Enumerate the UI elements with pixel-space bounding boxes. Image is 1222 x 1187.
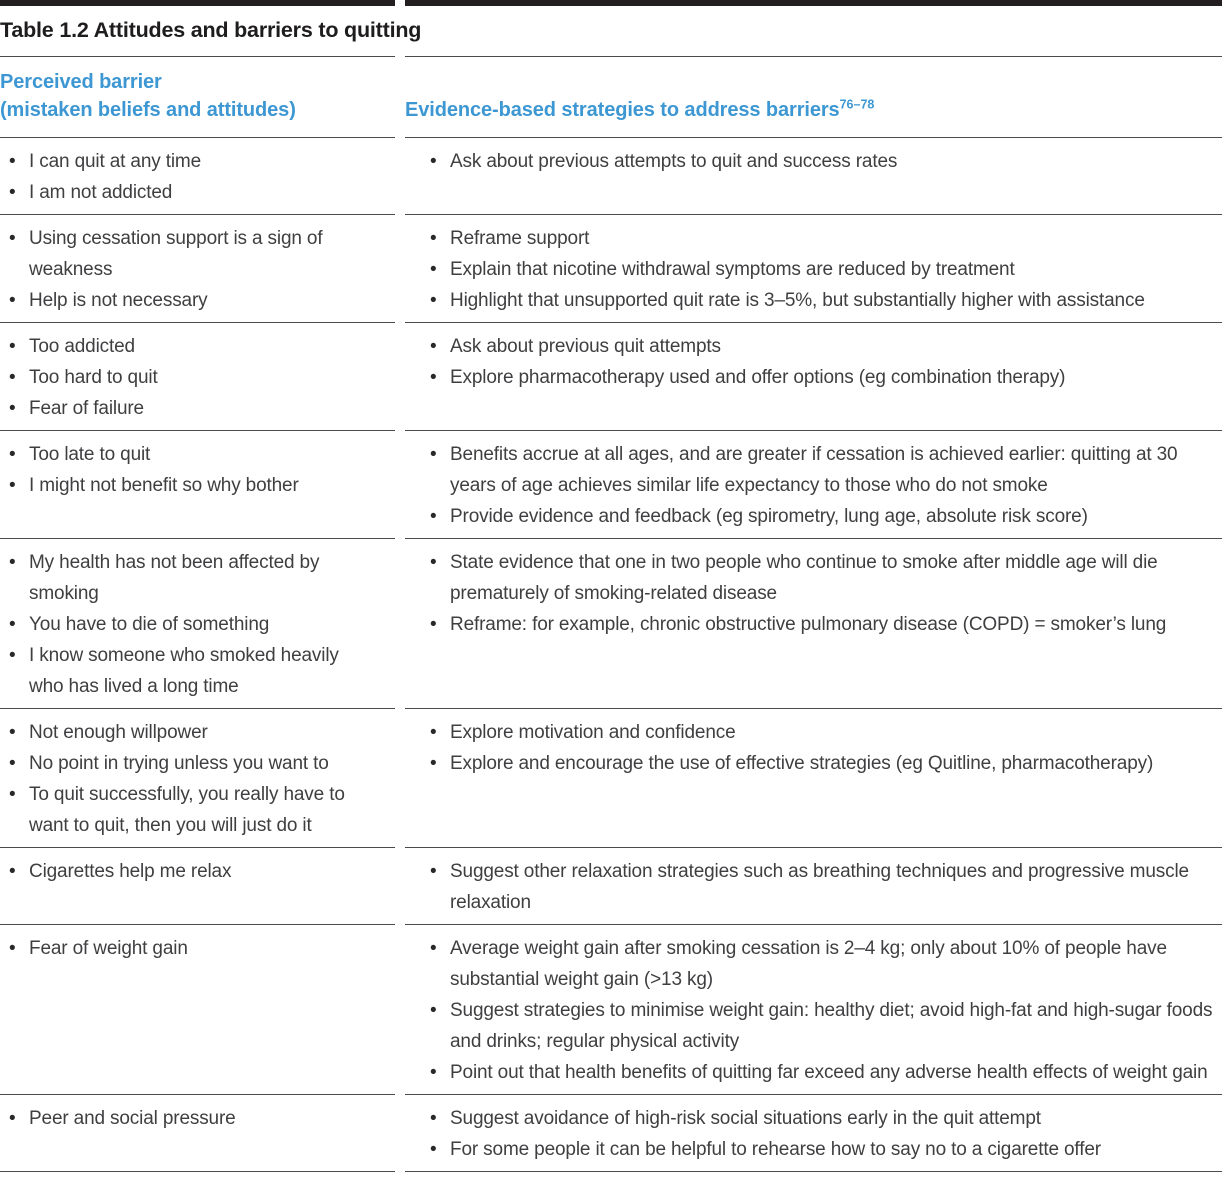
barrier-list (8, 146, 351, 208)
bullet-item: • Suggest other relaxation strategies such as breathing techniques and progressive muscle relaxation (429, 856, 1218, 918)
strategy-cell (405, 847, 1222, 924)
barrier-cell (0, 137, 395, 214)
bullet-item: • Too late to quit (8, 439, 351, 470)
bullet-item: • Fear of failure (8, 393, 351, 424)
bullet-item: • No point in trying unless you want to (8, 748, 351, 779)
bullet-item: • Peer and social pressure (8, 1103, 351, 1134)
bullet-item: • Suggest avoidance of high-risk social situations early in the quit attempt (429, 1103, 1218, 1134)
strategy-cell (405, 538, 1222, 708)
strategy-list (429, 856, 1218, 918)
bullet-item: • My health has not been affected by smoking (8, 547, 351, 609)
barrier-cell (0, 1094, 395, 1171)
bullet-item: • For some people it can be helpful to rehearse how to say no to a cigarette offer (429, 1134, 1218, 1165)
table-title: Table 1.2 Attitudes and barriers to quitting (0, 18, 422, 42)
strategy-cell (405, 1094, 1222, 1171)
strategy-list (429, 1103, 1218, 1165)
bullet-item: • Average weight gain after smoking cessation is 2–4 kg; only about 10% of people have substantial weight gain (>13 kg) (429, 933, 1218, 995)
strategy-list (429, 439, 1218, 532)
bullet-item: • Point out that health benefits of quitting far exceed any adverse health effects of weight gain (429, 1057, 1218, 1088)
barrier-list (8, 331, 351, 424)
bullet-item: • Provide evidence and feedback (eg spirometry, lung age, absolute risk score) (429, 501, 1218, 532)
bullet-item: • Too hard to quit (8, 362, 351, 393)
barrier-cell (0, 924, 395, 1094)
bullet-item: • Too addicted (8, 331, 351, 362)
barrier-list (8, 223, 351, 316)
bullet-item: • Not enough willpower (8, 717, 351, 748)
strategy-list (429, 933, 1218, 1088)
bullet-item: • Explore motivation and confidence (429, 717, 1218, 748)
bullet-item: • I know someone who smoked heavily who has lived a long time (8, 640, 351, 702)
strategy-list (429, 717, 1218, 779)
strategy-cell (405, 137, 1222, 214)
bullet-item: • Highlight that unsupported quit rate is 3–5%, but substantially higher with assistance (429, 285, 1218, 316)
bullet-item: • Suggest strategies to minimise weight gain: healthy diet; avoid high-fat and high-sugar foods and drinks; regular physical activity (429, 995, 1218, 1057)
bullet-item: • I am not addicted (8, 177, 351, 208)
column-header-barriers-line1: Perceived barrier (0, 71, 162, 93)
barrier-list (8, 856, 351, 887)
bullet-item: • Ask about previous attempts to quit and success rates (429, 146, 1218, 177)
bullet-item: • Help is not necessary (8, 285, 351, 316)
bullet-item: • Benefits accrue at all ages, and are greater if cessation is achieved earlier: quitting at 30 years of age achieves similar life expectancy to those who do not smoke (429, 439, 1218, 501)
strategy-cell (405, 322, 1222, 430)
barrier-list (8, 439, 351, 501)
barrier-list (8, 547, 351, 702)
bottom-rule-left (0, 1171, 395, 1172)
column-header-barriers-line2: (mistaken beliefs and attitudes) (0, 99, 296, 121)
column-header-strategies-label: Evidence-based strategies to address barriers (405, 99, 840, 121)
bullet-item: • Fear of weight gain (8, 933, 351, 964)
barrier-cell (0, 430, 395, 538)
strategy-cell (405, 430, 1222, 538)
bullet-item: • Using cessation support is a sign of weakness (8, 223, 351, 285)
barrier-list (8, 1103, 351, 1134)
strategy-list (429, 331, 1218, 393)
bottom-rule-right (405, 1171, 1222, 1172)
barrier-list (8, 717, 351, 841)
column-header-barriers (0, 56, 395, 137)
barrier-cell (0, 708, 395, 847)
bullet-item: • Reframe support (429, 223, 1218, 254)
bullet-item: • Reframe: for example, chronic obstructive pulmonary disease (COPD) = smoker’s lung (429, 609, 1218, 640)
strategy-cell (405, 924, 1222, 1094)
column-header-strategies (405, 56, 1222, 137)
bullet-item: • I might not benefit so why bother (8, 470, 351, 501)
strategy-list (429, 547, 1218, 640)
barrier-list (8, 933, 351, 964)
bullet-item: • Explore pharmacotherapy used and offer options (eg combination therapy) (429, 362, 1218, 393)
bullet-item: • Explore and encourage the use of effective strategies (eg Quitline, pharmacotherapy) (429, 748, 1218, 779)
bullet-item: • Ask about previous quit attempts (429, 331, 1218, 362)
barrier-cell (0, 847, 395, 924)
barrier-cell (0, 538, 395, 708)
barrier-cell (0, 322, 395, 430)
strategy-cell (405, 214, 1222, 322)
bullet-item: • Cigarettes help me relax (8, 856, 351, 887)
bullet-item: • State evidence that one in two people who continue to smoke after middle age will die prematurely of smoking-related disease (429, 547, 1218, 609)
column-header-strategies-text (405, 96, 874, 124)
reference-superscript: 76–78 (839, 97, 875, 112)
bullet-item: • To quit successfully, you really have to want to quit, then you will just do it (8, 779, 351, 841)
strategy-list (429, 223, 1218, 316)
barrier-cell (0, 214, 395, 322)
bullet-item: • You have to die of something (8, 609, 351, 640)
strategy-cell (405, 708, 1222, 847)
strategy-list (429, 146, 1218, 177)
bullet-item: • Explain that nicotine withdrawal symptoms are reduced by treatment (429, 254, 1218, 285)
bullet-item: • I can quit at any time (8, 146, 351, 177)
